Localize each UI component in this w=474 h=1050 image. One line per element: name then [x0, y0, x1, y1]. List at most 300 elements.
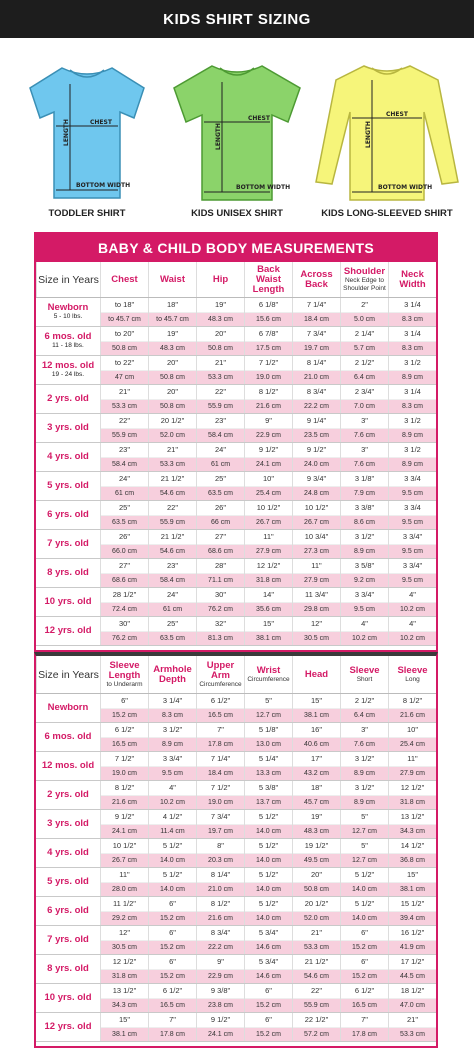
column-header-label: Wrist	[256, 664, 281, 676]
inch-value: 24"	[197, 443, 244, 458]
cm-value: 57.2 cm	[293, 1028, 340, 1042]
cm-value: 54.6 cm	[149, 487, 196, 501]
cm-value: 15.6 cm	[245, 313, 292, 327]
cm-value: 14.0 cm	[341, 883, 388, 897]
measurement-cell	[388, 781, 436, 809]
age-label: 3 yrs. old	[47, 422, 89, 433]
inch-value: 11"	[389, 752, 436, 767]
cm-value: 9.5 cm	[341, 603, 388, 617]
measurement-cell	[196, 501, 244, 529]
table-row	[36, 530, 436, 559]
cm-value: 54.6 cm	[293, 970, 340, 984]
table-row	[36, 868, 436, 897]
cm-value: 14.6 cm	[245, 941, 292, 955]
measurement-cell	[292, 839, 340, 867]
measurement-cell	[196, 472, 244, 500]
measurement-cell	[196, 984, 244, 1012]
cm-value: 23.5 cm	[293, 429, 340, 443]
inch-value: 5 1/2"	[341, 868, 388, 883]
body-measurements-title: BABY & CHILD BODY MEASUREMENTS	[36, 234, 436, 262]
cm-value: 34.3 cm	[389, 825, 436, 839]
cm-value: 21.6 cm	[245, 400, 292, 414]
measurement-cell	[196, 781, 244, 809]
measurement-cell	[340, 501, 388, 529]
measurement-cell	[148, 723, 196, 751]
cm-value: 30.5 cm	[293, 632, 340, 646]
inch-value: 12 1/2"	[245, 559, 292, 574]
inch-value: 8 3/4"	[293, 385, 340, 400]
table-row	[36, 298, 436, 327]
cm-value: 29.2 cm	[101, 912, 148, 926]
measurement-cell	[340, 298, 388, 326]
measurement-cell	[292, 781, 340, 809]
cm-value: 13.0 cm	[245, 738, 292, 752]
measurement-cell	[340, 752, 388, 780]
column-header-label: Hip	[212, 273, 229, 285]
inch-value: 10 3/4"	[293, 530, 340, 545]
cm-value: 14.0 cm	[245, 825, 292, 839]
column-header	[148, 262, 196, 297]
inch-value: 12 1/2"	[101, 955, 148, 970]
table-row	[36, 356, 436, 385]
age-cell	[36, 868, 100, 896]
measurement-cell	[388, 588, 436, 616]
inch-value: 7 3/4"	[197, 810, 244, 825]
age-label: 6 yrs. old	[47, 509, 89, 520]
cm-value: 27.9 cm	[389, 767, 436, 781]
inch-value: 22 1/2"	[293, 1013, 340, 1028]
cm-value: 55.9 cm	[101, 429, 148, 443]
measurement-cell	[148, 839, 196, 867]
cm-value: 24.8 cm	[293, 487, 340, 501]
cm-value: 18.4 cm	[293, 313, 340, 327]
cm-value: 61 cm	[101, 487, 148, 501]
inch-value: 14"	[245, 588, 292, 603]
column-header-sublabel: Circumference	[247, 675, 290, 683]
measurement-cell	[340, 984, 388, 1012]
cm-value: 7.0 cm	[341, 400, 388, 414]
measurement-cell	[340, 955, 388, 983]
column-header-sublabel: to Underarm	[106, 680, 143, 688]
unisex-shirt-body-shape	[174, 66, 300, 200]
measurement-cell	[292, 443, 340, 471]
cm-value: 19.0 cm	[245, 371, 292, 385]
inch-value: 5 1/4"	[245, 752, 292, 767]
measurement-cell	[100, 868, 148, 896]
inch-value: 6"	[149, 926, 196, 941]
cm-value: 68.6 cm	[101, 574, 148, 588]
inch-value: 3"	[341, 443, 388, 458]
column-header-label: Across Back	[300, 268, 333, 290]
table-row	[36, 810, 436, 839]
table-corner-label: Size in Years	[38, 668, 99, 681]
column-header-label: Armhole Depth	[153, 663, 192, 685]
age-label: 6 mos. old	[44, 731, 92, 742]
measurement-cell	[388, 559, 436, 587]
cm-value: 19.7 cm	[197, 825, 244, 839]
table-row	[36, 472, 436, 501]
table-row	[36, 752, 436, 781]
inch-value: 17 1/2"	[389, 955, 436, 970]
age-cell	[36, 781, 100, 809]
measurement-cell	[340, 414, 388, 442]
measurement-cell	[196, 443, 244, 471]
inch-value: 15"	[293, 694, 340, 709]
measurement-cell	[196, 955, 244, 983]
page-title: KIDS SHIRT SIZING	[0, 0, 474, 38]
measurement-cell	[148, 530, 196, 558]
inch-value: 7"	[341, 1013, 388, 1028]
cm-value: 8.3 cm	[389, 342, 436, 356]
cm-value: 16.5 cm	[197, 709, 244, 723]
measurement-cell	[148, 781, 196, 809]
inch-value: 10"	[245, 472, 292, 487]
cm-value: 15.2 cm	[245, 1028, 292, 1042]
measurement-cell	[148, 559, 196, 587]
measurement-cell	[340, 385, 388, 413]
cm-value: 8.3 cm	[389, 400, 436, 414]
inch-value: 9"	[245, 414, 292, 429]
inch-value: 9 1/2"	[293, 443, 340, 458]
cm-value: 27.9 cm	[245, 545, 292, 559]
inch-value: 15"	[245, 617, 292, 632]
measurement-cell	[196, 588, 244, 616]
inch-value: 8 1/2"	[101, 781, 148, 796]
cm-value: 63.5 cm	[101, 516, 148, 530]
measurement-cell	[196, 810, 244, 838]
cm-value: 50.8 cm	[149, 400, 196, 414]
measurement-cell	[340, 356, 388, 384]
cm-value: 63.5 cm	[149, 632, 196, 646]
measurement-cell	[244, 694, 292, 722]
inch-value: 13 1/2"	[101, 984, 148, 999]
age-cell	[36, 443, 100, 471]
inch-value: 6 1/2"	[149, 984, 196, 999]
inch-value: 6"	[245, 984, 292, 999]
age-label: 12 mos. old	[41, 760, 95, 771]
measurement-cell	[340, 617, 388, 645]
cm-value: 15.2 cm	[245, 999, 292, 1013]
table-row	[36, 1013, 436, 1042]
cm-value: 52.0 cm	[293, 912, 340, 926]
inch-value: 3 1/4	[389, 298, 436, 313]
cm-value: 8.3 cm	[149, 709, 196, 723]
measurement-cell	[388, 501, 436, 529]
cm-value: 31.8 cm	[389, 796, 436, 810]
column-header-label: Sleeve Length	[108, 659, 141, 681]
body-measurements-table	[34, 232, 438, 652]
inch-value: 23"	[197, 414, 244, 429]
cm-value: 26.7 cm	[101, 854, 148, 868]
measurement-cell	[100, 559, 148, 587]
age-cell	[36, 984, 100, 1012]
measurement-cell	[244, 781, 292, 809]
inch-value: 6"	[341, 955, 388, 970]
measurement-cell	[196, 617, 244, 645]
cm-value: 58.4 cm	[101, 458, 148, 472]
measurement-cell	[388, 984, 436, 1012]
inch-value: 27"	[101, 559, 148, 574]
measurement-cell	[244, 559, 292, 587]
inch-value: 2"	[341, 298, 388, 313]
unisex-bottom-label: BOTTOM WIDTH	[236, 184, 291, 191]
cm-value: 14.0 cm	[245, 912, 292, 926]
measurement-cell	[244, 984, 292, 1012]
measurement-cell	[340, 1013, 388, 1041]
age-cell	[36, 955, 100, 983]
cm-value: 55.9 cm	[197, 400, 244, 414]
measurement-cell	[244, 810, 292, 838]
column-header-label: Back Waist Length	[252, 263, 285, 295]
inch-value: 7 3/4"	[293, 327, 340, 342]
inch-value: 22"	[101, 414, 148, 429]
measurement-cell	[244, 723, 292, 751]
cm-value: 15.2 cm	[149, 912, 196, 926]
table-corner-label: Size in Years	[38, 273, 99, 286]
cm-value: 24.0 cm	[293, 458, 340, 472]
inch-value: 2 3/4"	[341, 385, 388, 400]
inch-value: 20"	[149, 356, 196, 371]
inch-value: 11 1/2"	[101, 897, 148, 912]
inch-value: 19"	[149, 327, 196, 342]
inch-value: to 18"	[101, 298, 148, 313]
inch-value: 5 1/2"	[149, 839, 196, 854]
measurement-cell	[244, 443, 292, 471]
measurement-cell	[388, 723, 436, 751]
measurement-cell	[292, 752, 340, 780]
cm-value: 76.2 cm	[197, 603, 244, 617]
cm-value: 21.6 cm	[389, 709, 436, 723]
measurement-cell	[244, 298, 292, 326]
measurement-cell	[148, 984, 196, 1012]
cm-value: 8.9 cm	[149, 738, 196, 752]
inch-value: 20"	[149, 385, 196, 400]
measurement-cell	[196, 1013, 244, 1041]
measurement-cell	[388, 385, 436, 413]
cm-value: 63.5 cm	[197, 487, 244, 501]
inch-value: 2 1/2"	[341, 356, 388, 371]
cm-value: 16.5 cm	[101, 738, 148, 752]
measurement-cell	[100, 781, 148, 809]
cm-value: 24.1 cm	[197, 1028, 244, 1042]
measurement-cell	[388, 356, 436, 384]
inch-value: 26"	[197, 501, 244, 516]
inch-value: 5"	[341, 810, 388, 825]
cm-value: 53.3 cm	[149, 458, 196, 472]
weight-range-label: 11 - 18 lbs.	[52, 342, 84, 349]
measurement-cell	[196, 298, 244, 326]
inch-value: 10 1/2"	[293, 501, 340, 516]
measurement-cell	[292, 926, 340, 954]
measurement-cell	[148, 752, 196, 780]
age-label: 6 yrs. old	[47, 905, 89, 916]
measurement-cell	[100, 356, 148, 384]
measurement-cell	[292, 530, 340, 558]
age-label: 10 yrs. old	[44, 596, 92, 607]
measurement-cell	[340, 926, 388, 954]
age-label: 4 yrs. old	[47, 847, 89, 858]
measurement-cell	[100, 414, 148, 442]
cm-value: 17.8 cm	[149, 1028, 196, 1042]
measurement-cell	[388, 298, 436, 326]
measurement-cell	[292, 356, 340, 384]
measurement-cell	[244, 752, 292, 780]
age-label: Newborn	[47, 302, 89, 313]
measurement-cell	[388, 752, 436, 780]
inch-value: 3"	[341, 723, 388, 738]
cm-value: 16.5 cm	[149, 999, 196, 1013]
cm-value: 20.3 cm	[197, 854, 244, 868]
column-header	[340, 262, 388, 297]
cm-value: 15.2 cm	[341, 941, 388, 955]
measurement-cell	[388, 327, 436, 355]
inch-value: 21"	[149, 443, 196, 458]
measurement-cell	[340, 559, 388, 587]
inch-value: 19"	[293, 810, 340, 825]
measurement-cell	[100, 298, 148, 326]
measurement-cell	[100, 530, 148, 558]
cm-value: 72.4 cm	[101, 603, 148, 617]
age-label: 12 mos. old	[41, 360, 95, 371]
measurement-cell	[388, 414, 436, 442]
longsleeve-shirt-caption: KIDS LONG-SLEEVED SHIRT	[321, 208, 453, 219]
inch-value: 15 1/2"	[389, 897, 436, 912]
inch-value: 7 1/2"	[101, 752, 148, 767]
measurement-cell	[196, 926, 244, 954]
age-label: 10 yrs. old	[44, 992, 92, 1003]
inch-value: 5 3/8"	[245, 781, 292, 796]
cm-value: 50.8 cm	[149, 371, 196, 385]
inch-value: 18"	[293, 781, 340, 796]
inch-value: 8 1/4"	[197, 868, 244, 883]
cm-value: 23.8 cm	[197, 999, 244, 1013]
age-label: 4 yrs. old	[47, 451, 89, 462]
table-row	[36, 443, 436, 472]
cm-value: 9.5 cm	[389, 545, 436, 559]
inch-value: 11"	[245, 530, 292, 545]
age-label: 7 yrs. old	[47, 934, 89, 945]
unisex-chest-label: CHEST	[248, 115, 270, 122]
table-row	[36, 955, 436, 984]
measurement-cell	[196, 897, 244, 925]
age-cell	[36, 752, 100, 780]
inch-value: 12"	[101, 926, 148, 941]
cm-value: 35.6 cm	[245, 603, 292, 617]
measurement-cell	[388, 694, 436, 722]
longsleeve-shirt-figure	[312, 38, 462, 230]
column-header	[196, 262, 244, 297]
inch-value: to 22"	[101, 356, 148, 371]
inch-value: 30"	[101, 617, 148, 632]
measurement-cell	[292, 617, 340, 645]
cm-value: 9.5 cm	[389, 516, 436, 530]
column-header-label: Upper Arm	[206, 659, 235, 681]
cm-value: 28.0 cm	[101, 883, 148, 897]
weight-range-label: 5 - 10 lbs.	[53, 313, 83, 320]
measurement-cell	[196, 414, 244, 442]
cm-value: 8.9 cm	[341, 767, 388, 781]
toddler-shirt-body-shape	[30, 68, 144, 198]
inch-value: 21 1/2"	[149, 530, 196, 545]
cm-value: 9.5 cm	[389, 487, 436, 501]
inch-value: 21"	[293, 926, 340, 941]
measurement-cell	[292, 414, 340, 442]
table-row	[36, 327, 436, 356]
cm-value: 53.3 cm	[101, 400, 148, 414]
measurement-cell	[388, 868, 436, 896]
cm-value: 5.0 cm	[341, 313, 388, 327]
inch-value: 27"	[197, 530, 244, 545]
measurement-cell	[148, 385, 196, 413]
measurement-cell	[292, 501, 340, 529]
cm-value: 8.9 cm	[389, 429, 436, 443]
inch-value: 20 1/2"	[293, 897, 340, 912]
measurement-cell	[196, 723, 244, 751]
cm-value: 5.7 cm	[341, 342, 388, 356]
measurement-cell	[100, 694, 148, 722]
cm-value: 13.3 cm	[245, 767, 292, 781]
age-label: 5 yrs. old	[47, 876, 89, 887]
inch-value: 8 3/4"	[197, 926, 244, 941]
measurement-cell	[148, 472, 196, 500]
cm-value: 30.5 cm	[101, 941, 148, 955]
cm-value: 8.3 cm	[389, 313, 436, 327]
inch-value: 10 1/2"	[245, 501, 292, 516]
cm-value: 9.5 cm	[149, 767, 196, 781]
inch-value: 18 1/2"	[389, 984, 436, 999]
measurement-cell	[148, 298, 196, 326]
cm-value: 15.2 cm	[149, 941, 196, 955]
cm-value: 15.2 cm	[149, 970, 196, 984]
column-header	[196, 656, 244, 693]
measurement-cell	[148, 588, 196, 616]
cm-value: 10.2 cm	[389, 603, 436, 617]
table-row	[36, 984, 436, 1013]
measurement-cell	[100, 955, 148, 983]
cm-value: 38.1 cm	[389, 883, 436, 897]
cm-value: 61 cm	[149, 603, 196, 617]
inch-value: 3"	[341, 414, 388, 429]
measurement-cell	[388, 530, 436, 558]
cm-value: 55.9 cm	[149, 516, 196, 530]
inch-value: 22"	[197, 385, 244, 400]
measurement-cell	[244, 617, 292, 645]
measurement-cell	[292, 868, 340, 896]
inch-value: 20 1/2"	[149, 414, 196, 429]
inch-value: 28"	[197, 559, 244, 574]
measurement-cell	[292, 385, 340, 413]
inch-value: 21"	[389, 1013, 436, 1028]
inch-value: 19"	[197, 298, 244, 313]
measurement-cell	[292, 298, 340, 326]
measurement-cell	[340, 868, 388, 896]
cm-value: 14.0 cm	[245, 854, 292, 868]
measurement-cell	[100, 617, 148, 645]
inch-value: 3 1/2"	[341, 752, 388, 767]
measurement-cell	[340, 810, 388, 838]
inch-value: 3 5/8"	[341, 559, 388, 574]
measurement-cell	[100, 723, 148, 751]
toddler-chest-label: CHEST	[90, 119, 112, 126]
measurement-cell	[292, 955, 340, 983]
column-header	[292, 262, 340, 297]
column-header-sublabel: Neck Edge to Shoulder Point	[343, 276, 386, 292]
cm-value: 17.8 cm	[341, 1028, 388, 1042]
inch-value: 7"	[149, 1013, 196, 1028]
cm-value: 22.2 cm	[197, 941, 244, 955]
inch-value: 8 1/2"	[245, 385, 292, 400]
inch-value: 8"	[197, 839, 244, 854]
